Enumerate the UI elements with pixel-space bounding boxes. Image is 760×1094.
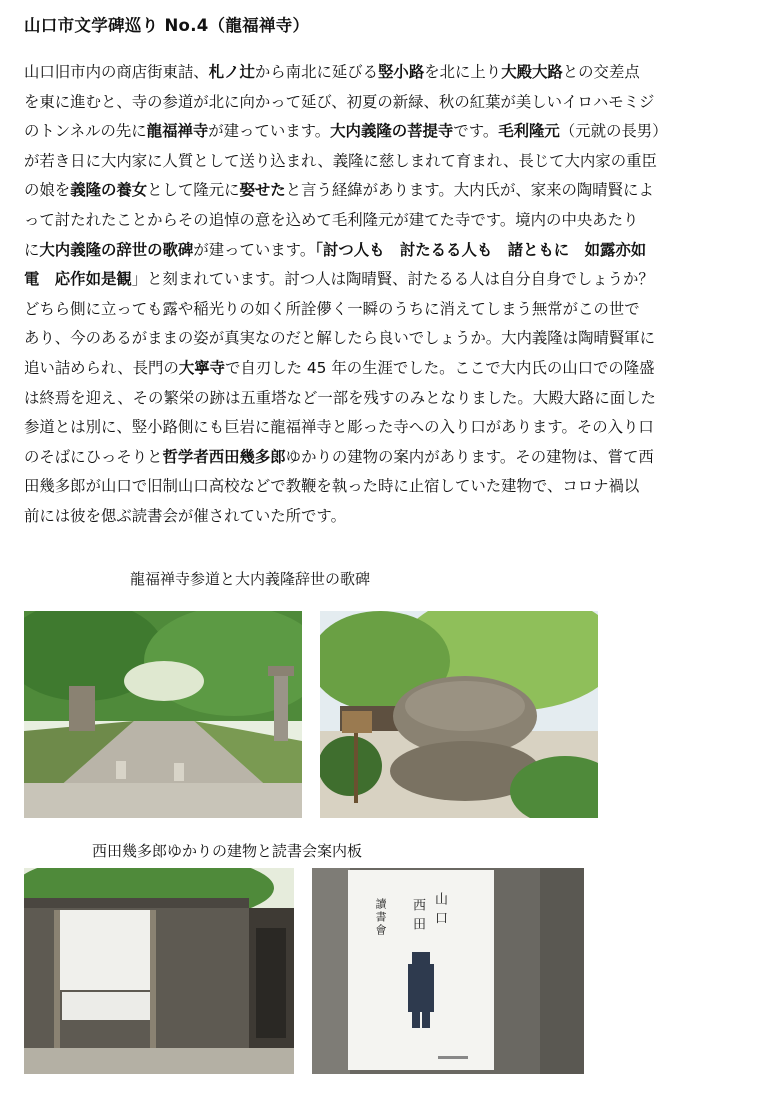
body-text-segment: 山口旧市内の商店街東詰、	[24, 63, 209, 81]
photo-reading-club-poster	[312, 868, 584, 1074]
body-line	[24, 443, 736, 473]
bold-term: 娶せた	[239, 181, 286, 200]
body-text-segment: どちら側に立っても露や稲光りの如く所詮儚く一瞬のうちに消えてしまう無常がこの世で	[24, 299, 640, 318]
body-text-segment: が若き日に大内家に人質として送り込まれ、義隆に慈しまれて育まれ、長じて大内家の重臣	[24, 151, 657, 170]
body-line	[24, 88, 736, 118]
body-text-segment: （元就の長男）	[559, 122, 668, 141]
body-text-segment: ゆかりの建物の案内があります。その建物は、嘗て西	[285, 447, 654, 466]
body-text-segment: が建っています。	[208, 122, 331, 141]
body-text-segment: って討たれたことからその追悼の意を込めて毛利隆元が建てた寺です。境内の中央あたり	[24, 210, 639, 229]
body-text-segment: のそばにひっそりと	[24, 447, 163, 466]
body-line	[24, 236, 736, 266]
body-text-segment: 追い詰められ、長門の	[24, 358, 179, 377]
photo-temple-approach	[24, 611, 302, 818]
body-text-segment: のトンネルの先に	[24, 122, 147, 141]
bold-term: 「討つ人も 討たるる人も 諸ともに 如露亦如	[315, 240, 647, 259]
body-text-segment: に	[24, 240, 40, 259]
body-text-segment: の娘を	[24, 181, 71, 200]
body-text-segment: から南北に延びる	[254, 63, 379, 81]
bold-term: 毛利隆元	[498, 122, 560, 141]
body-text-segment: 前には彼を偲ぶ読書会が催されていた所です。	[24, 506, 346, 525]
body-line	[24, 384, 736, 414]
body-text-segment: 」と刻まれています。討つ人は陶晴賢、討たるる人は自分自身でしょうか？	[131, 270, 654, 289]
photo-poem-stone	[320, 611, 598, 818]
body-text-segment: を北に上り	[424, 63, 502, 81]
bold-term: 大内義隆の辞世の歌碑	[39, 240, 194, 259]
caption-nishida-photos: 西田幾多郎ゆかりの建物と読書会案内板	[92, 842, 363, 860]
bold-term: 大寧寺	[178, 358, 226, 377]
poster-title-mid: 西田	[410, 898, 425, 936]
body-line	[24, 472, 736, 502]
photo-nishida-building	[24, 868, 294, 1074]
body-line	[24, 176, 736, 206]
bold-term: 大殿大路	[501, 63, 563, 81]
body-text-segment: が建っています。	[193, 240, 316, 259]
body-text-segment: あり、今のあるがままの姿が真実なのだと解したら良いでしょうか。大内義隆は陶晴賢軍に	[24, 329, 656, 348]
caption-temple-photos: 龍福禅寺参道と大内義隆辞世の歌碑	[130, 570, 371, 588]
body-line	[24, 502, 736, 532]
bold-term: 龍福禅寺	[146, 122, 209, 141]
body-line	[24, 206, 736, 236]
body-line	[24, 265, 736, 295]
body-text-segment: と言う経緯があります。大内氏が、家来の陶晴賢によ	[285, 181, 654, 200]
body-line	[24, 413, 736, 443]
bold-term: 哲学者西田幾多郎	[162, 447, 286, 466]
poster-title-left: 讀書會	[374, 898, 387, 937]
body-text-segment: を東に進むと、寺の参道が北に向かって延び、初夏の新緑、秋の紅葉が美しいイロハモミジ	[24, 92, 655, 111]
poster-title-right: 山口	[432, 892, 447, 930]
body-text-segment: です。	[453, 122, 499, 141]
body-line	[24, 295, 736, 325]
body-line	[24, 324, 736, 354]
page-title: 山口市文学碑巡り No.4（龍福禅寺）	[24, 16, 310, 35]
body-line	[24, 117, 736, 147]
body-text-segment: として隆元に	[147, 181, 240, 200]
body-text-segment: 参道とは別に、竪小路側にも巨岩に龍福禅寺と彫った寺への入り口があります。その入り口	[24, 418, 654, 437]
body-text-segment: との交差点	[562, 63, 640, 81]
body-line	[24, 147, 736, 177]
body-text-segment: で自刃した 45 年の生涯でした。ここで大内氏の山口での隆盛	[225, 358, 655, 377]
bold-term: 札ノ辻	[208, 63, 255, 81]
body-text-segment: は終焉を迎え、その繁栄の跡は五重塔など一部を残すのみとなりました。大殿大路に面した	[24, 388, 656, 407]
body-line	[24, 354, 736, 384]
bold-term: 電 応作如是観	[24, 270, 132, 289]
body-text-segment: 田幾多郎が山口で旧制山口高校などで教鞭を執った時に止宿していた建物で、コロナ禍以	[24, 477, 640, 496]
body-line	[24, 58, 736, 88]
body-paragraph	[24, 58, 736, 532]
bold-term: 義隆の養女	[70, 181, 148, 200]
bold-term: 大内義隆の菩提寺	[330, 122, 454, 141]
bold-term: 竪小路	[378, 63, 425, 81]
